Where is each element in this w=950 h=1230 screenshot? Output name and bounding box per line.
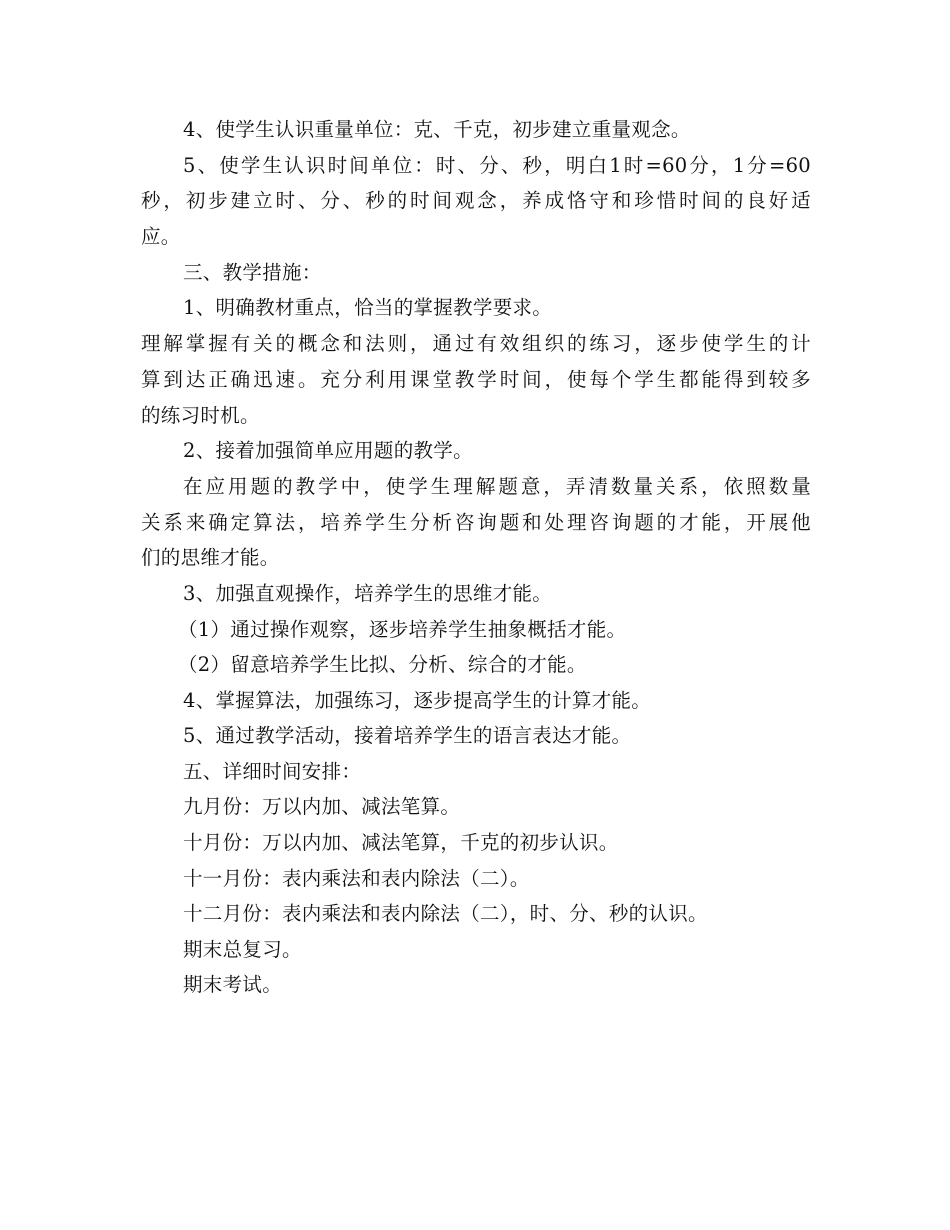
text-line: 秒，初步建立时、分、秒的时间观念，养成恪守和珍惜时间的良好适 — [141, 189, 811, 212]
text-line: （1）通过操作观察，逐步培养学生抽象概括才能。 — [178, 618, 627, 641]
schedule-item: 期末总复习。 — [183, 938, 302, 961]
text-line: 4、掌握算法，加强练习，逐步提高学生的计算才能。 — [183, 689, 652, 712]
schedule-item: 十二月份：表内乘法和表内除法（二），时、分、秒的认识。 — [183, 902, 708, 925]
schedule-item: 十月份：万以内加、减法笔算，千克的初步认识。 — [183, 831, 619, 854]
text-line: 应。 — [141, 225, 181, 248]
section-heading: 五、详细时间安排： — [183, 760, 362, 783]
text-line: 3、加强直观操作，培养学生的思维才能。 — [183, 582, 553, 605]
text-line: 在应用题的教学中，使学生理解题意，弄清数量关系，依照数量 — [183, 475, 811, 498]
text-line: （2）留意培养学生比拟、分析、综合的才能。 — [178, 653, 587, 676]
text-line: 5、通过教学活动，接着培养学生的语言表达才能。 — [183, 724, 632, 747]
text-line: 关系来确定算法，培养学生分析咨询题和处理咨询题的才能，开展他 — [141, 511, 811, 534]
text-line: 4、使学生认识重量单位：克、千克，初步建立重量观念。 — [183, 118, 691, 141]
schedule-item: 九月份：万以内加、减法笔算。 — [183, 795, 461, 818]
schedule-item: 十一月份：表内乘法和表内除法（二）。 — [183, 867, 530, 890]
text-line: 5、使学生认识时间单位：时、分、秒，明白1时=60分，1分=60 — [183, 154, 811, 177]
text-line: 们的思维才能。 — [141, 546, 280, 569]
text-line: 2、接着加强简单应用题的教学。 — [183, 439, 473, 462]
text-line: 的练习时机。 — [141, 404, 260, 427]
text-line: 算到达正确迅速。充分利用课堂教学时间，使每个学生都能得到较多 — [141, 368, 811, 391]
section-heading: 三、教学措施： — [183, 261, 322, 284]
text-line: 理解掌握有关的概念和法则，通过有效组织的练习，逐步使学生的计 — [141, 332, 811, 355]
schedule-item: 期末考试。 — [183, 973, 283, 996]
text-line: 1、明确教材重点，恰当的掌握教学要求。 — [183, 296, 553, 319]
